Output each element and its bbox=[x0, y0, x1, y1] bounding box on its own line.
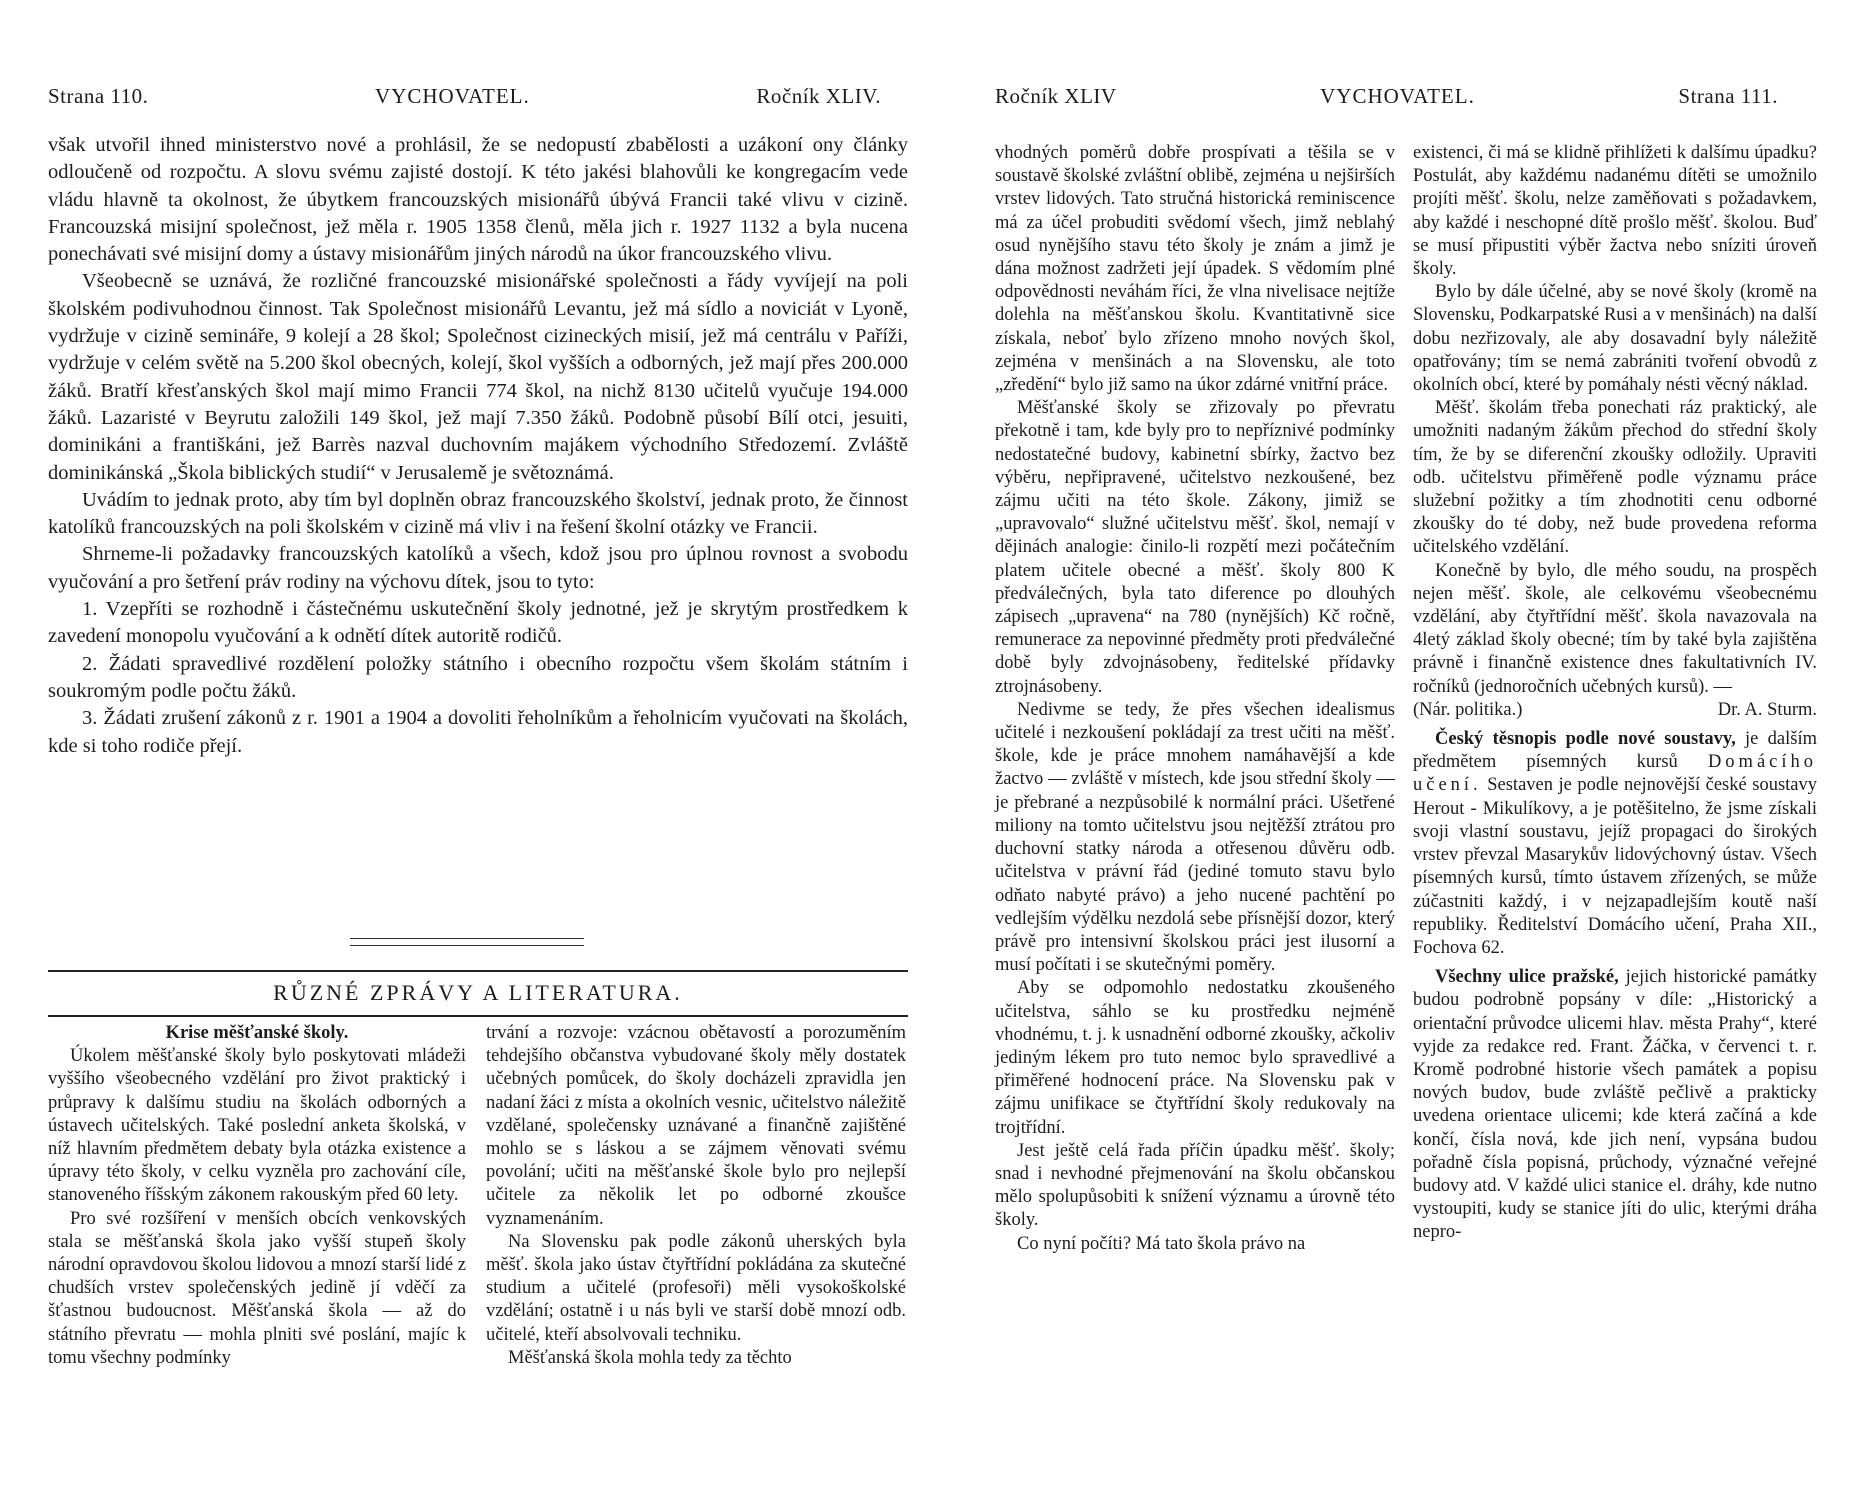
left-page-number: Strana 110. bbox=[48, 84, 149, 108]
left-column-1 bbox=[48, 1022, 466, 1370]
news-heading: Český těsnopis podle nové soustavy, bbox=[1435, 729, 1736, 750]
news-text: je dalším předmětem písemných kursů bbox=[1413, 729, 1817, 773]
left-page-header bbox=[48, 84, 881, 114]
right-volume: Ročník XLIV bbox=[995, 84, 1117, 108]
paragraph: Bylo by dále účelné, aby se nové školy (kromě na Slovensku, Podkarpatské Rusi a v menšinách) na další dobu nezřizovaly, ale aby dosavadní byly náležitě opatřovány; tím se nemá zabrániti tvoření obvodů z okolních obcí, které by pomáhaly nésti věcný náklad. bbox=[1413, 282, 1817, 396]
article-heading: Krise měšťanské školy. bbox=[165, 1023, 349, 1043]
news-emphasis: Domácího učení. bbox=[1413, 752, 1817, 796]
news-item-streets bbox=[1413, 966, 1817, 1244]
paragraph: vhodných poměrů dobře prospívati a těšila se v soustavě školské zvláštní oblibě, zejména u nejširších vrstev lidových. Tato stručná historická reminiscence má za účel probuditi svědomí všech, jimž neblahý osud nynějšího stavu této školy je znám a jimž je dána možnost zadržeti její úpadek. S vědomím plné odpovědnosti neváhám říci, že vlna nivelisace nejtíže dolehla na měšťanskou školu. Kvantitativně sice získala, neboť bylo zřízeno mnoho nových škol, zejména v menšinách a na Slovensku, ale toto „zředění“ bylo již samo na úkor zdárné vnitřní práce. bbox=[995, 143, 1395, 396]
news-text: Sestaven je podle nejnovější české soustavy Herout - Mikulíkovy, a je potěšitelno, že jsme získali svoji vlastní soustavu, jejíž propagaci do širokých vrstev převzal Masarykův lidovýchovný ústav. Všech písemných kursů, tímto ústavem zřízených, se může zúčastniti každý, i v nejzapadlejším koutě naší republiky. Ředitelství Domácího učení, Praha XII., Fochova 62. bbox=[1413, 775, 1818, 958]
signature-source: (Nár. politika.) bbox=[1413, 699, 1523, 720]
list-item: 1. Vzepříti se rozhodně i částečnému uskutečnění školy jednotné, jež je skrytým prostředkem k zavedení monopolu vyučování a k odnětí dítek autoritě rodičů. bbox=[48, 598, 908, 648]
right-page-header bbox=[995, 84, 1778, 114]
list-item: 2. Žádati spravedlivé rozdělení položky státního i obecního rozpočtu všem školám státním i soukromým podle počtu žáků. bbox=[48, 652, 908, 702]
left-article-body bbox=[48, 132, 908, 760]
section-rule-bottom bbox=[48, 1015, 908, 1017]
right-journal-title: VYCHOVATEL. bbox=[1320, 84, 1475, 108]
right-column-1 bbox=[995, 142, 1395, 1256]
paragraph: Měšťanská škola mohla tedy za těchto bbox=[508, 1347, 792, 1368]
paragraph: trvání a rozvoje: vzácnou obětavostí a porozuměním tehdejšího občanstva vybudované školy měly dostatek učebných pomůcek, do školy docházeli zpravidla jen nadaní žáci z místa a okolních vesnic, učitelstvo náležitě vzdělané, společensky uznávané a finančně zajištěné mohlo se s láskou a se zájmem věnovati svému povolání; učiti na měšťanské škole bylo pro nejlepší učitele za několik let po odborné zkoušce vyznamenáním. bbox=[486, 1023, 906, 1229]
paragraph: Měšť. školám třeba ponechati ráz praktický, ale umožniti nadaným žákům přechod do střední školy tím, že by se diferenční zkoušky odložily. Upraviti odb. učitelstvu přiměřeně podle významu práce služební požitky a tím zhodnotiti cenu odborné zkoušky do té doby, než bude provedena reforma učitelského vzdělání. bbox=[1413, 398, 1817, 558]
right-page bbox=[929, 0, 1858, 1500]
paragraph: Měšťanské školy se zřizovaly po převratu překotně i tam, kde byly pro to nepříznivé podmínky nedostatečné budovy, kabinetní sbírky, žactvo bez výběru, nepřipravené, učitelstvo nezkoušené, bez zájmu učiti na této škole. Zákony, jimiž se „upravovalo“ služné učitelstvu měšť. škol, nemají v dějinách analogie: činilo-li rozpětí mezi počátečním platem učitele obecné a měšť. školy 800 K předválečných, byla tato diference po dlouhých zápisech „upravena“ na 780 (nynějších) Kč ročně, remunerace za nepovinné předměty proti předválečné době byly zdvojnásobeny, ředitelské přídavky ztrojnásobeny. bbox=[995, 398, 1395, 697]
paragraph: Pro své rozšíření v menších obcích venkovských stala se měšťanská škola jako vyšší stupeň školy národní opravdovou školou lidovou a mnozí starší lidé z chudších vrstev společenských jedině jí vděčí za šťastnou budoucnost. Měšťanská škola — až do státního převratu — mohla plniti své poslání, majíc k tomu všechny podmínky bbox=[48, 1208, 466, 1368]
right-page-number: Strana 111. bbox=[1678, 84, 1778, 108]
paragraph: Uvádím to jednak proto, aby tím byl doplněn obraz francouzského školství, jednak proto, že činnost katolíků francouzských na poli školském v cizině má vliv i na řešení školní otázky ve Francii. bbox=[48, 488, 908, 539]
section-rule-top bbox=[48, 970, 908, 972]
left-volume: Ročník XLIV. bbox=[756, 84, 881, 108]
left-column-2 bbox=[486, 1022, 906, 1370]
section-title: RŮZNÉ ZPRÁVY A LITERATURA. bbox=[273, 980, 683, 1005]
right-column-2 bbox=[1413, 142, 1817, 1245]
signature-name: Dr. A. Sturm. bbox=[1717, 699, 1817, 720]
news-text: jejich historické památky budou podrobně popsány v díle: „Historický a orientační průvodce ulicemi hlav. města Prahy“, které vyjde za redakce red. Frant. Žáčka, v červenci t. r. Kromě podrobné historie všech památek a popisu nových budov, bude zvláště pečlivě a prakticky uvedena orientace ulicemi; kde která začíná a kde končí, čísla nová, kde jich není, vypsána budou pořadně čísla popisná, průchody, význačné veřejné budovy atd. V každé ulici stanice el. dráhy, kde nutno vystoupiti, kudy se stanice jíti do ulic, kterými dráha nepro- bbox=[1413, 967, 1818, 1243]
news-item-shorthand bbox=[1413, 728, 1817, 960]
paragraph: Aby se odpomohlo nedostatku zkoušeného učitelstva, sáhlo se ku prostředku nejméně vhodnému, t. j. k usnadnění odborné zkoušky, ačkoliv jediným lékem pro tuto nemoc bylo spravedlivé a přiměřené hodnocení práce. Na Slovensku pak v zájmu unifikace se čtyřtřídní školy redukovaly na trojtřídní. bbox=[995, 978, 1395, 1138]
signature-line bbox=[1413, 699, 1817, 722]
paragraph: Konečně by bylo, dle mého soudu, na prospěch nejen měšť. škole, ale celkovému všeobecnému vzdělání, aby čtyřtřídní měšť. škola navazovala na 4letý základ školy obecné; tím by také byla zajištěna právně i finančně existence dnes fakultativních IV. ročníků (jednoročních učebných kursů). — bbox=[1413, 560, 1817, 697]
list-item: 3. Žádati zrušení zákonů z r. 1901 a 1904 a dovoliti řeholníkům a řeholnicím vyučovati na školách, kde si toho rodiče přejí. bbox=[48, 707, 908, 757]
paragraph: Všeobecně se uznává, že rozličné francouzské misionářské společnosti a řády vyvíjejí na poli školském podivuhodnou činnost. Tak Společnost misionářů Levantu, jež má sídlo a noviciát v Lyoně, vydržuje v cizině semináře, 9 kolejí a 28 škol; Společnost cizineckých misií, jež má centrálu v Paříži, vydržuje v celém světě na 5.200 škol obecných, kolejí, škol vyšších a odborných, jež mají přes 200.000 žáků. Bratří křesťanských škol mají mimo Francii 774 škol, na nichž 8130 učitelů vyučuje 194.000 žáků. Lazaristé v Beyrutu založili 149 škol, jež mají 7.350 žáků. Podobně působí Bílí otci, jesuiti, dominikáni a františkáni, jež Barrès nazval duchovním majákem východního Středozemí. Zvláště dominikánská „Škola biblických studií“ v Jerusalemě je světoznámá. bbox=[48, 270, 908, 484]
paragraph: Na Slovensku pak podle zákonů uherských byla měšť. škola jako ústav čtyřtřídní pokládána za skutečné studium a učitelé (profesoři) měli vysokoškolské vzdělání; ostatně i u nás byli ve starší době mnozí odb. učitelé, kteří absolvovali techniku. bbox=[486, 1231, 906, 1345]
double-rule-ornament bbox=[350, 938, 584, 948]
paragraph: Úkolem měšťanské školy bylo poskytovati mládeži vyššího všeobecného vzdělání pro život praktický i průpravy k dalšímu studiu na školách odborných a ústavech učitelských. Také poslední anketa školská, v níž hlavním předmětem debaty byla otázka existence a úpravy této školy, v celku vyzněla pro zachování cíle, stanoveného říšským zákonem rakouským před 60 lety. bbox=[48, 1046, 466, 1206]
paragraph: Jest ještě celá řada příčin úpadku měšť. školy; snad i nevhodné přejmenování na školu občanskou mělo spolupůsobiti k snížení významu a úrovně této školy. bbox=[995, 1140, 1395, 1231]
left-journal-title: VYCHOVATEL. bbox=[375, 84, 530, 108]
paragraph: Co nyní počíti? Má tato škola právo na bbox=[1017, 1233, 1306, 1254]
news-heading: Všechny ulice pražské, bbox=[1435, 967, 1619, 988]
paragraph: existenci, či má se klidně přihlížeti k dalšímu úpadku? Postulát, aby každému nadanému dítěti se umožnilo projíti měšť. školu, nelze zaměňovati s požadavkem, aby každé i neschopné dítě prošlo měšť. školou. Buď se musí připustiti výběr žactva nebo sníziti úroveň školy. bbox=[1413, 143, 1817, 280]
paragraph: Nedivme se tedy, že přes všechen idealismus učitelé i nezkoušení pokládají za trest učiti na měšť. škole, kde je práce mnohem namáhavější a kde žactvo — zvláště v místech, kde jsou střední školy — je přebrané a nezpůsobilé k normální práci. Ušetřené miliony na tomto učitelstvu jsou nejtěžší ztrátou pro duchovní statky národa a otřesenou důvěru odb. učitelstva v právní řád (jediné tomuto stavu bylo odňato nabyté právo) a jeho nucené pachtění po vedlejším výdělku nezdolá sebe přísnější dozor, který právě pro intensivní školskou práci jest ilusorní a musí počítati i se skutečnými poměry. bbox=[995, 699, 1395, 976]
paragraph: Shrneme-li požadavky francouzských katolíků a všech, kdož jsou pro úplnou rovnost a svobodu vyučování a pro šetření práv rodiny na výchovu dítek, jsou to tyto: bbox=[48, 543, 908, 593]
paragraph: však utvořil ihned ministerstvo nové a prohlásil, že se nedopustí zbabělosti a uzákoní ony články odloučeně od rozpočtu. A slovu svému zajisté dostojí. K této jakési blahovůli ke kongregacím vede vládu hlavně ta okolnost, že úbytkem francouzských misionářů úbývá Francii také vlivu v cizině. Francouzská misijní společnost, jež měla r. 1905 1358 členů, měla jich r. 1927 1132 a byla nucena ponechávati své misijní domy a ústavy misionářům jiných národů na úkor francouzského vlivu. bbox=[48, 134, 908, 266]
